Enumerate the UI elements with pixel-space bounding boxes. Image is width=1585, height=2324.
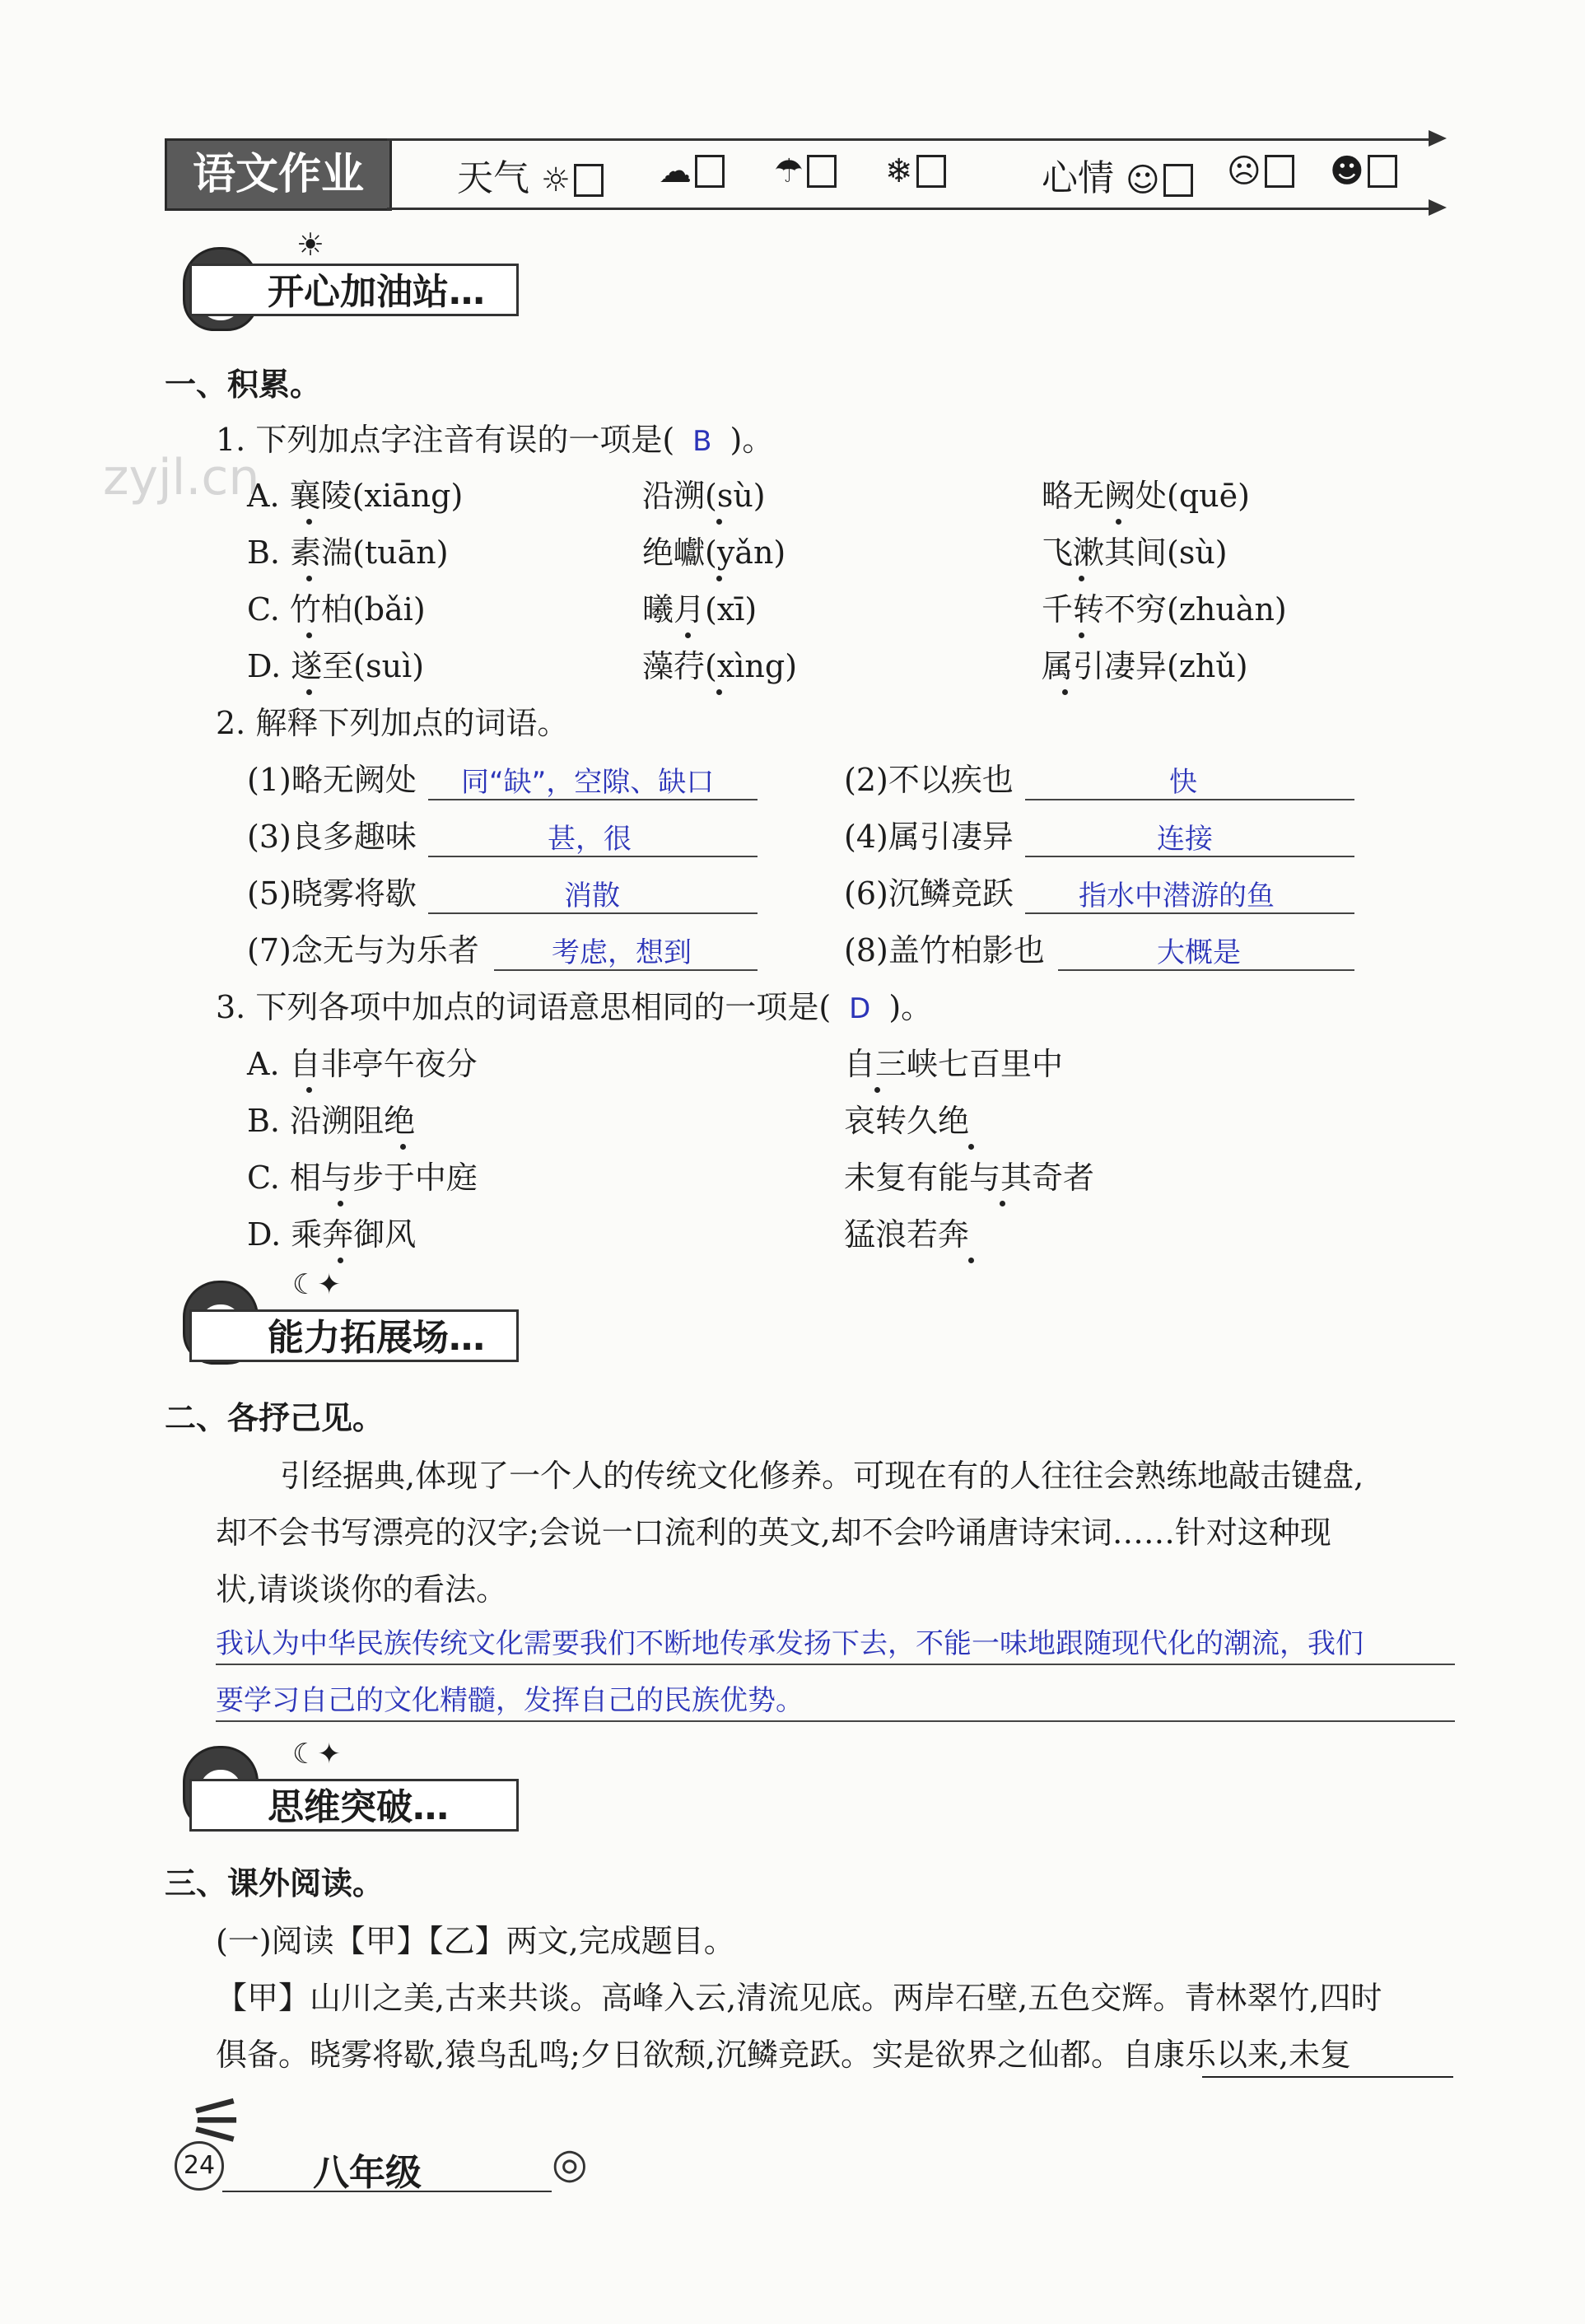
weather-label: 天气 [457,157,529,199]
q3-opt-c1: C. 相与步于中庭 [247,1160,478,1196]
q3-opt-b2: 哀转久绝 [844,1103,970,1139]
q1-opt-c2: 曦月(xī) [642,591,758,628]
emphasis-dot [1062,689,1068,695]
q2-item-7-answer: 考虑，想到 [552,936,692,969]
mood-label: 心情 [1042,157,1114,199]
emphasis-dot [1116,519,1121,525]
q2-item-4-label: (4)属引凄异 [844,819,1014,855]
emphasis-dot [306,1087,312,1093]
q2-item-8-label: (8)盖竹柏影也 [844,932,1045,968]
q2-item-2-answer: 快 [1169,766,1197,799]
q1-opt-b3: 飞漱其间(sù) [1042,534,1228,571]
snow-icon: ❄ [885,152,913,190]
emphasis-dot [1079,632,1084,638]
q3-opt-b1: B. 沿溯阻绝 [247,1103,416,1139]
q2-item-5-label: (5)晓雾将歇 [247,875,417,912]
q2-item-4-answer: 连接 [1157,823,1213,856]
moon-stars-icon: ☾✦ [292,1268,341,1301]
header-rule-bottom [387,208,1433,210]
weather-group [457,148,604,201]
cloudy-icon: ☁ [659,152,692,190]
page-number: 24 [175,2141,224,2191]
rain-icon: ☂ [774,152,804,190]
header-rule-top [387,138,1433,141]
s2-prompt-line-2: 却不会书写漂亮的汉字;会说一口流利的英文,却不会吟诵唐诗宋词……针对这种现 [216,1514,1331,1551]
q1-opt-a2: 沿溯(sù) [642,478,766,514]
s3-subheading: (一)阅读【甲】【乙】两文,完成题目。 [216,1923,735,1959]
emphasis-dot [306,689,312,695]
q1-answer: B [692,425,712,458]
sunny-icon: ☼ [541,161,571,199]
sunny-checkbox[interactable] [574,164,604,197]
banner-siwei: 思维突破… [189,1779,519,1832]
q1-opt-c3: 千转不穷(zhuàn) [1042,591,1287,628]
q1-opt-d3: 属引凄异(zhǔ) [1042,648,1248,684]
header-arrow-top [1429,130,1447,147]
q3-opt-a2: 自三峡七百里中 [844,1046,1064,1082]
q2-item-5-answer: 消散 [564,880,620,912]
q1-opt-d1: D. 遂至(suì) [247,648,425,684]
happy-checkbox[interactable] [1163,164,1193,197]
mood-group-2 [1227,148,1294,190]
s2-prompt-line-1: 引经据典,体现了一个人的传统文化修养。可现在有的人往往会熟练地敲击键盘, [280,1458,1364,1494]
emphasis-dot [338,1258,343,1263]
emphasis-dot [874,1087,880,1093]
q3-opt-d2: 猛浪若奔 [844,1216,970,1253]
emphasis-dot [338,1201,343,1206]
section3-heading: 三、课外阅读。 [165,1865,385,1902]
emphasis-dot [306,632,312,638]
emphasis-dot [716,519,722,525]
q2-item-3-label: (3)良多趣味 [247,819,417,855]
emphasis-dot [1000,1201,1005,1206]
q1-stem: 1. 下列加点字注音有误的一项是( B )。 [216,422,774,458]
q2-item-2-label: (2)不以疾也 [844,762,1014,798]
rain-group [774,148,837,190]
q1-opt-c1: C. 竹柏(bǎi) [247,591,426,628]
q1-opt-a1: A. 襄陵(xiāng) [247,478,464,514]
header-arrow-bottom [1429,199,1447,216]
snow-group [885,148,946,190]
section1-heading: 一、积累。 [165,366,322,403]
s2-answer-line-2: 要学习自己的文化精髓，发挥自己的民族优势。 [216,1684,804,1717]
q3-stem: 3. 下列各项中加点的词语意思相同的一项是( D )。 [216,989,933,1025]
grade-label: 八年级 [313,2152,422,2194]
q2-item-1-label: (1)略无阙处 [247,762,417,798]
q2-item-1-answer: 同“缺”，空隙、缺口 [461,766,715,799]
emphasis-dot [306,519,312,525]
banner-nengli: 能力拓展场… [189,1309,519,1362]
emphasis-dot [716,689,722,695]
q1-opt-b2: 绝巘(yǎn) [642,534,786,571]
q2-item-8-answer: 大概是 [1157,936,1241,969]
q2-item-3-answer: 甚，很 [548,823,632,856]
spiral-icon: ◎ [552,2140,588,2187]
cloudy-group [659,148,725,190]
s3-passage-line-2: 俱备。晓雾将歇,猿鸟乱鸣;夕日欲颓,沉鳞竞跃。实是欲界之仙都。自康乐以来,未复 [216,2037,1352,2073]
s2-prompt-line-3: 状,请谈谈你的看法。 [216,1571,508,1608]
moon-stars-icon: ☾✦ [292,1738,341,1771]
mood-group-3 [1330,148,1397,190]
smile-face-icon: ☻ [1330,152,1364,190]
subject-title: 语文作业 [165,138,392,211]
passage-underline [1202,2076,1453,2078]
emphasis-dot [1079,576,1084,581]
emphasis-dot [968,1144,974,1150]
q2-item-7-label: (7)念无与为乐者 [247,932,479,968]
q2-item-6-label: (6)沉鳞竞跃 [844,875,1014,912]
s2-answer-line-1: 我认为中华民族传统文化需要我们不断地传承发扬下去，不能一味地跟随现代化的潮流，我们 [216,1627,1364,1660]
emphasis-dot [685,632,691,638]
q1-opt-a3: 略无阙处(quē) [1042,478,1250,514]
happy-face-icon: ☺ [1126,161,1160,199]
s2-writing-line-2 [216,1720,1455,1722]
q2-item-6-answer: 指水中潜游的鱼 [1079,880,1275,912]
cloudy-checkbox[interactable] [695,155,725,188]
q3-opt-d1: D. 乘奔御风 [247,1216,417,1253]
emphasis-dot [716,576,722,581]
q1-opt-b1: B. 素湍(tuān) [247,534,449,571]
section2-heading: 二、各抒己见。 [165,1400,385,1436]
emphasis-dot [306,576,312,581]
footer-rule [222,2191,552,2192]
q3-opt-a1: A. 自非亭午夜分 [247,1046,478,1082]
sad-face-icon: ☹ [1227,152,1261,190]
snow-checkbox[interactable] [916,155,946,188]
rain-checkbox[interactable] [807,155,837,188]
smile-checkbox[interactable] [1368,155,1397,188]
emphasis-dot [400,1144,406,1150]
runner-logo-icon: ⚟ [188,2084,247,2160]
q3-opt-c2: 未复有能与其奇者 [844,1160,1095,1196]
sad-checkbox[interactable] [1265,155,1294,188]
q3-answer: D [849,992,871,1025]
q1-opt-d2: 藻荇(xìng) [642,648,798,684]
s3-passage-line-1: 【甲】山川之美,古来共谈。高峰入云,清流见底。两岸石壁,五色交辉。青林翠竹,四时 [216,1980,1382,2016]
mood-group [1042,148,1193,201]
sun-icon: ☀ [296,226,325,263]
banner-kaixin: 开心加油站… [189,264,519,316]
q2-stem: 2. 解释下列加点的词语。 [216,705,569,741]
emphasis-dot [968,1258,974,1263]
s2-writing-line-1 [216,1664,1455,1665]
watermark: zyjl.cn [103,449,260,506]
